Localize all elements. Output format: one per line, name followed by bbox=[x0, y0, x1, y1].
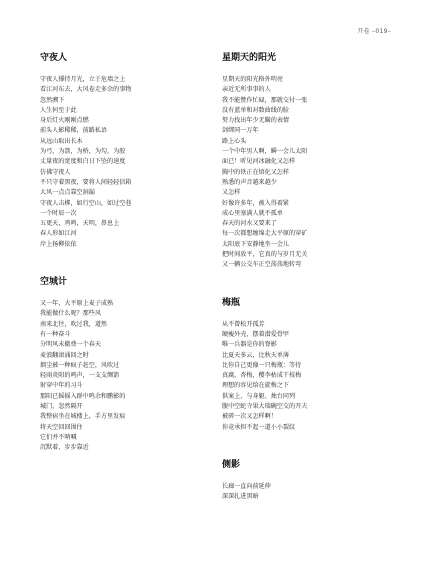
poem-title: 侧影 bbox=[222, 459, 241, 470]
poem-line: 身后灯火刚刚点燃 bbox=[40, 117, 89, 125]
poem-line: 分明风未撤费一个春天 bbox=[40, 341, 101, 349]
poem-line: 努力找出年少无瞒的表情 bbox=[222, 117, 290, 125]
poem-line: 轻雨炎阳的鸣声，一支支绸箭 bbox=[40, 372, 120, 380]
poem-line: 深深扎进黑暗 bbox=[222, 493, 259, 501]
poem-line: 硬瘦外壳，摆着潜爱骨甲 bbox=[222, 330, 290, 338]
poem-title: 空城计 bbox=[40, 277, 68, 288]
poem-line: 你竟承担不起一道小小裂纹 bbox=[222, 423, 296, 431]
poem-line: 守夜人击梆，如行空山，如过空巷 bbox=[40, 199, 132, 207]
poem-line: 被碎一次又怎样啊！ bbox=[222, 413, 277, 421]
poem-line: 丈量夜的宽度和白日下坠的速度 bbox=[40, 158, 126, 166]
poem-line: 好像许多年，被入得着紧 bbox=[222, 199, 290, 207]
poem-line: 人生何至于此 bbox=[40, 106, 77, 114]
poem-line: 从远山取出长木 bbox=[40, 137, 83, 145]
poem-line: 守夜人撑持月光，立于危墙之上 bbox=[40, 76, 126, 83]
left-column bbox=[40, 52, 210, 468]
poem-line: 它们并不呐喊 bbox=[40, 433, 77, 441]
poem-line: 太阳底下安静地坐一会儿 bbox=[222, 240, 290, 248]
poem-title: 梅瓶 bbox=[222, 297, 241, 308]
poem-line: 为弓，为箭，为桥，为勾，为胶 bbox=[40, 148, 126, 156]
poem-line: 射穿中年的习斗 bbox=[40, 382, 83, 390]
poem-line: 五更天，鸡鸣，天明，鼻息上 bbox=[40, 220, 120, 228]
poem-line: 供案上，与身躯、烛台同列 bbox=[222, 392, 296, 400]
poem-line: 仿佛守夜人 bbox=[40, 168, 71, 176]
poem-line: 又一辆公交车正空荡荡地转弯 bbox=[222, 261, 302, 269]
poem-line: 比夏天多云，比秋天单薄 bbox=[222, 351, 290, 359]
page-header bbox=[357, 26, 391, 35]
poem-line: 我不能赞作忙碌，那就交付一张 bbox=[222, 96, 308, 104]
poem-line: 星期天的阳光格外明亮 bbox=[222, 76, 283, 83]
poem-line: 胸中的铁正在熔化又怎样 bbox=[222, 168, 290, 176]
poem-line: 将天空回回围住 bbox=[40, 423, 83, 431]
poem-line: 我能做什么呢？那些风 bbox=[40, 310, 101, 318]
right-column bbox=[222, 52, 392, 517]
poem bbox=[222, 459, 392, 503]
poem-line: 理想的容见给在旋梅之下 bbox=[222, 382, 290, 390]
poem-line: 春天的河水又要来了 bbox=[222, 220, 277, 228]
poem-line: 南来北往，吹过我，道然 bbox=[40, 320, 108, 328]
poem-line: 看江河东去，大风卷走多余的事物 bbox=[40, 86, 132, 94]
poem-line: 真腐，杏梅，樱李枯成干枝梅 bbox=[222, 372, 302, 380]
poem-line: 一个时辰一次 bbox=[40, 209, 77, 217]
poem-line: 成心里塞满人就不孤单 bbox=[222, 209, 283, 217]
poem bbox=[222, 52, 392, 271]
poem-line: 把时间放平，它真的与岁月无关 bbox=[222, 251, 308, 259]
poem-line: 唯一兵器是你的脊影 bbox=[222, 341, 277, 349]
poem-line: 不只守着黑夜，要将人间轻轻信箱 bbox=[40, 178, 132, 186]
poem-line: 面已！听见河冰融化又怎样 bbox=[222, 158, 296, 166]
poem-line: 岸上扬柳依依 bbox=[40, 240, 77, 248]
poem-line: 有一种奋斗 bbox=[40, 330, 71, 338]
poem-line: 又一年，大平原上麦子成熟 bbox=[40, 300, 114, 308]
poem-line: 烟尘被一种疯子赶空，风吹过 bbox=[40, 361, 120, 369]
poem-line: 没有蓝单和对数曲线的脸 bbox=[222, 106, 290, 114]
poem-line: 一个中年男人啊，瞬一会儿太阳 bbox=[222, 148, 308, 156]
poem-line: 路上心头 bbox=[222, 137, 247, 145]
poem bbox=[40, 276, 210, 453]
poem-title: 星期天的阳光 bbox=[222, 53, 277, 63]
poem-line: 大风一点点靠空洞漏 bbox=[40, 189, 95, 197]
poem-line: 从不曾松开孤芳 bbox=[222, 320, 265, 328]
poem-line: 那阳已摇摇入群中鸣余和鹏影的 bbox=[40, 392, 126, 400]
poem bbox=[40, 52, 210, 250]
poem-line: 沉默着，步步靠近 bbox=[40, 444, 89, 452]
poem-line: 剑绑同一万年 bbox=[222, 127, 259, 135]
poem-title: 守夜人 bbox=[40, 53, 68, 63]
poem-line: 亲近无所事事的人 bbox=[222, 86, 271, 94]
poem-line: 城门，忽然隔开 bbox=[40, 403, 83, 411]
poem-line: 我整宿坐在城楼上，手方里发痕 bbox=[40, 413, 126, 421]
poem-line: 每一次都想缠绵走大平原的穿矿 bbox=[222, 230, 308, 238]
page-label: 开卷 –019– bbox=[357, 28, 391, 35]
poem-line: 春人形如江河 bbox=[40, 230, 77, 238]
poem-line: 麦浪翻滚涌回之时 bbox=[40, 351, 89, 359]
poem-line: 前头人影稀稀，前路私语 bbox=[40, 127, 108, 135]
poem-line: 忽然溯下 bbox=[40, 96, 65, 104]
poem-line: 熟悉的声音越来越少 bbox=[222, 178, 277, 186]
poem-line: 腹中空蛇寺果大瑞碗空交的开夫 bbox=[222, 403, 308, 411]
poem bbox=[222, 297, 392, 433]
poem-line: 又怎样 bbox=[222, 189, 241, 197]
poem-line: 比你自己更像一只梅瓶：等待 bbox=[222, 361, 302, 369]
poem-line: 长廊一直向前延伸 bbox=[222, 482, 271, 490]
